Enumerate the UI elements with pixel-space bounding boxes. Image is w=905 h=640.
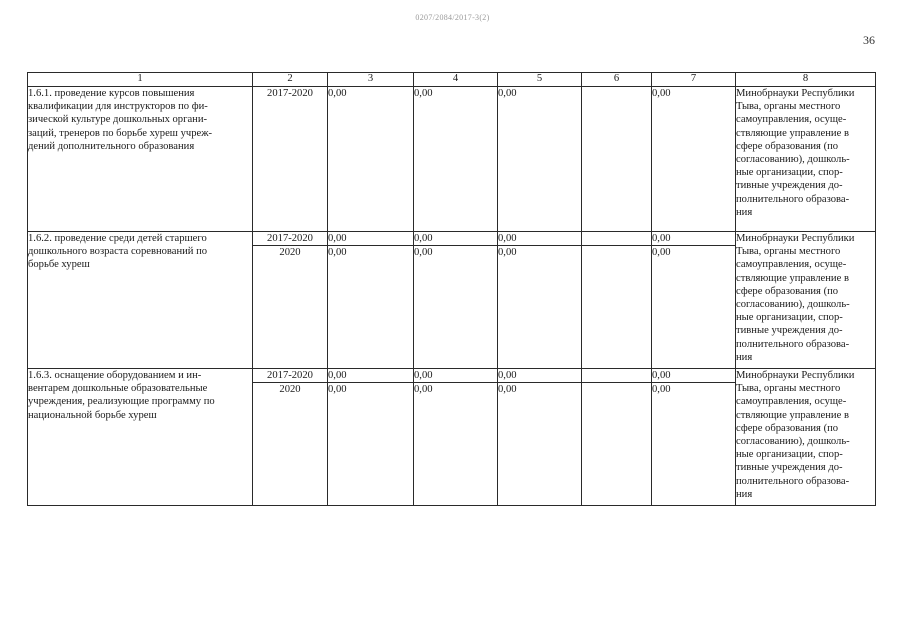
column-header: 6 xyxy=(582,73,652,87)
amount-cell: 0,00 0,00 xyxy=(652,232,736,369)
activity-description: 1.6.2. проведение среди детей старшего дошкольного возраста соревнований по борьбе хуреш xyxy=(28,232,253,369)
amount-cell: 0,00 xyxy=(328,87,414,232)
amount-cell: 0,00 0,00 xyxy=(652,369,736,506)
responsible-organizations: Минобрнауки Республики Тыва, органы местного самоуправления, осуще- ствляющие управление в сфере образования (по согласованию), дошколь- ные организации, спор- тивные учреждения до- полнительного образова- ния xyxy=(736,232,876,369)
period-cell: 2017-2020 2020 xyxy=(253,369,328,506)
column-header: 3 xyxy=(328,73,414,87)
amount-cell: 0,00 0,00 xyxy=(414,232,498,369)
amount-cell: 0,00 0,00 xyxy=(498,232,582,369)
column-header: 4 xyxy=(414,73,498,87)
column-number-row xyxy=(28,73,876,87)
amount-cell: 0,00 0,00 xyxy=(328,232,414,369)
page-number: 36 xyxy=(863,33,875,47)
activity-description: 1.6.3. оснащение оборудованием и ин- вентарем дошкольные образовательные учреждения, реализующие программу по национальной борьбе хуреш xyxy=(28,369,253,506)
column-header: 1 xyxy=(28,73,253,87)
amount-cell xyxy=(582,87,652,232)
amount-cell xyxy=(582,232,652,369)
column-header: 2 xyxy=(253,73,328,87)
column-header: 8 xyxy=(736,73,876,87)
amount-cell: 0,00 xyxy=(652,87,736,232)
document-stamp: 0207/2084/2017-3(2) xyxy=(415,13,490,22)
amount-cell: 0,00 0,00 xyxy=(498,369,582,506)
table-row xyxy=(28,232,876,369)
amount-cell: 0,00 xyxy=(414,87,498,232)
activity-description: 1.6.1. проведение курсов повышения квалификации для инструкторов по фи- зической культуре дошкольных органи- заций, тренеров по борьбе хуреш учреж- дений дополнительного образования xyxy=(28,87,253,232)
responsible-organizations: Минобрнауки Республики Тыва, органы местного самоуправления, осуще- ствляющие управление в сфере образования (по согласованию), дошколь- ные организации, спор- тивные учреждения до- полнительного образова- ния xyxy=(736,369,876,506)
amount-cell xyxy=(582,369,652,506)
responsible-organizations: Минобрнауки Республики Тыва, органы местного самоуправления, осуще- ствляющие управление в сфере образования (по согласованию), дошколь- ные организации, спор- тивные учреждения до- полнительного образова- ния xyxy=(736,87,876,232)
amount-cell: 0,00 0,00 xyxy=(414,369,498,506)
table-row xyxy=(28,87,876,232)
amount-cell: 0,00 0,00 xyxy=(328,369,414,506)
column-header: 7 xyxy=(652,73,736,87)
period-cell: 2017-2020 xyxy=(253,87,328,232)
table-row xyxy=(28,369,876,506)
amount-cell: 0,00 xyxy=(498,87,582,232)
column-header: 5 xyxy=(498,73,582,87)
program-table xyxy=(27,72,876,506)
period-cell: 2017-2020 2020 xyxy=(253,232,328,369)
